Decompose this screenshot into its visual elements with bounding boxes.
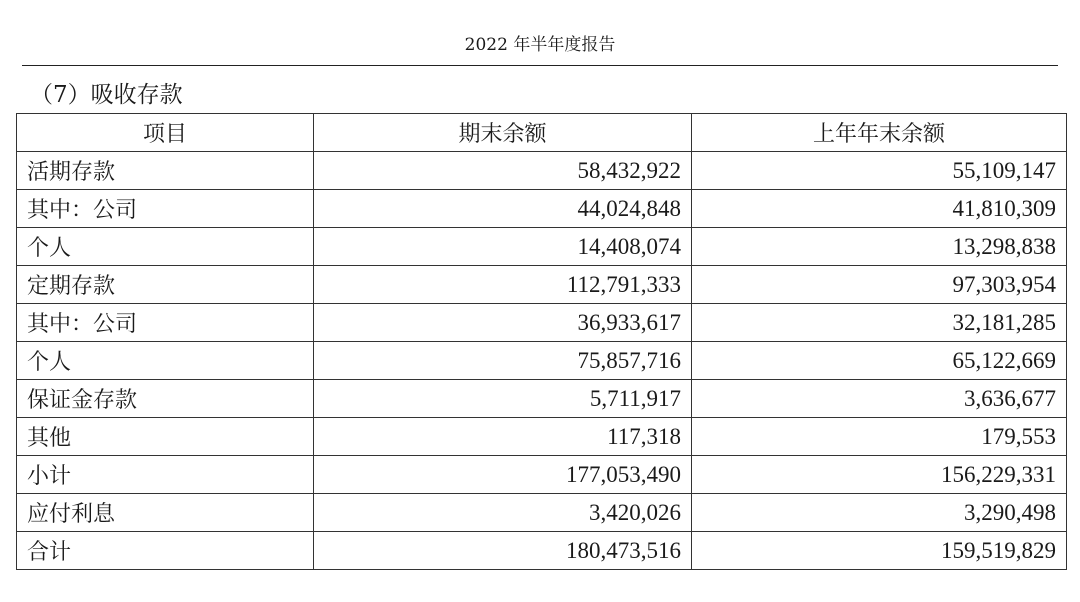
row-label: 个人 <box>17 228 314 266</box>
row-ending-balance: 36,933,617 <box>314 304 692 342</box>
row-label: 其中：公司 <box>17 190 314 228</box>
table-row-subtotal <box>17 456 1067 494</box>
header-rule <box>22 65 1058 66</box>
table-row <box>17 152 1067 190</box>
row-ending-balance: 14,408,074 <box>314 228 692 266</box>
deposits-table <box>16 113 1067 570</box>
row-prior-balance: 97,303,954 <box>692 266 1067 304</box>
row-prior-balance: 32,181,285 <box>692 304 1067 342</box>
table-row <box>17 418 1067 456</box>
row-label: 小计 <box>17 456 314 494</box>
row-prior-balance: 55,109,147 <box>692 152 1067 190</box>
row-label: 个人 <box>17 342 314 380</box>
row-ending-balance: 177,053,490 <box>314 456 692 494</box>
table-row <box>17 266 1067 304</box>
column-header-prior-year-balance: 上年年末余额 <box>692 114 1067 152</box>
column-header-item: 项目 <box>17 114 314 152</box>
row-ending-balance: 5,711,917 <box>314 380 692 418</box>
row-label: 其中：公司 <box>17 304 314 342</box>
row-ending-balance: 180,473,516 <box>314 532 692 570</box>
row-prior-balance: 3,290,498 <box>692 494 1067 532</box>
row-label: 定期存款 <box>17 266 314 304</box>
table-row <box>17 228 1067 266</box>
row-ending-balance: 117,318 <box>314 418 692 456</box>
page-header: 2022 年半年度报告 <box>464 35 616 55</box>
row-prior-balance: 3,636,677 <box>692 380 1067 418</box>
row-prior-balance: 65,122,669 <box>692 342 1067 380</box>
row-ending-balance: 58,432,922 <box>314 152 692 190</box>
table-row-total <box>17 532 1067 570</box>
section-title: （7）吸收存款 <box>30 82 183 108</box>
row-ending-balance: 3,420,026 <box>314 494 692 532</box>
row-prior-balance: 156,229,331 <box>692 456 1067 494</box>
column-header-ending-balance: 期末余额 <box>314 114 692 152</box>
row-prior-balance: 13,298,838 <box>692 228 1067 266</box>
row-label: 保证金存款 <box>17 380 314 418</box>
row-ending-balance: 112,791,333 <box>314 266 692 304</box>
row-label: 活期存款 <box>17 152 314 190</box>
table-row <box>17 494 1067 532</box>
row-ending-balance: 75,857,716 <box>314 342 692 380</box>
row-ending-balance: 44,024,848 <box>314 190 692 228</box>
row-prior-balance: 41,810,309 <box>692 190 1067 228</box>
row-label: 应付利息 <box>17 494 314 532</box>
row-label: 合计 <box>17 532 314 570</box>
row-prior-balance: 159,519,829 <box>692 532 1067 570</box>
table-row <box>17 304 1067 342</box>
table-row <box>17 380 1067 418</box>
row-prior-balance: 179,553 <box>692 418 1067 456</box>
row-label: 其他 <box>17 418 314 456</box>
table-header-row <box>17 114 1067 152</box>
table-row <box>17 190 1067 228</box>
table-row <box>17 342 1067 380</box>
